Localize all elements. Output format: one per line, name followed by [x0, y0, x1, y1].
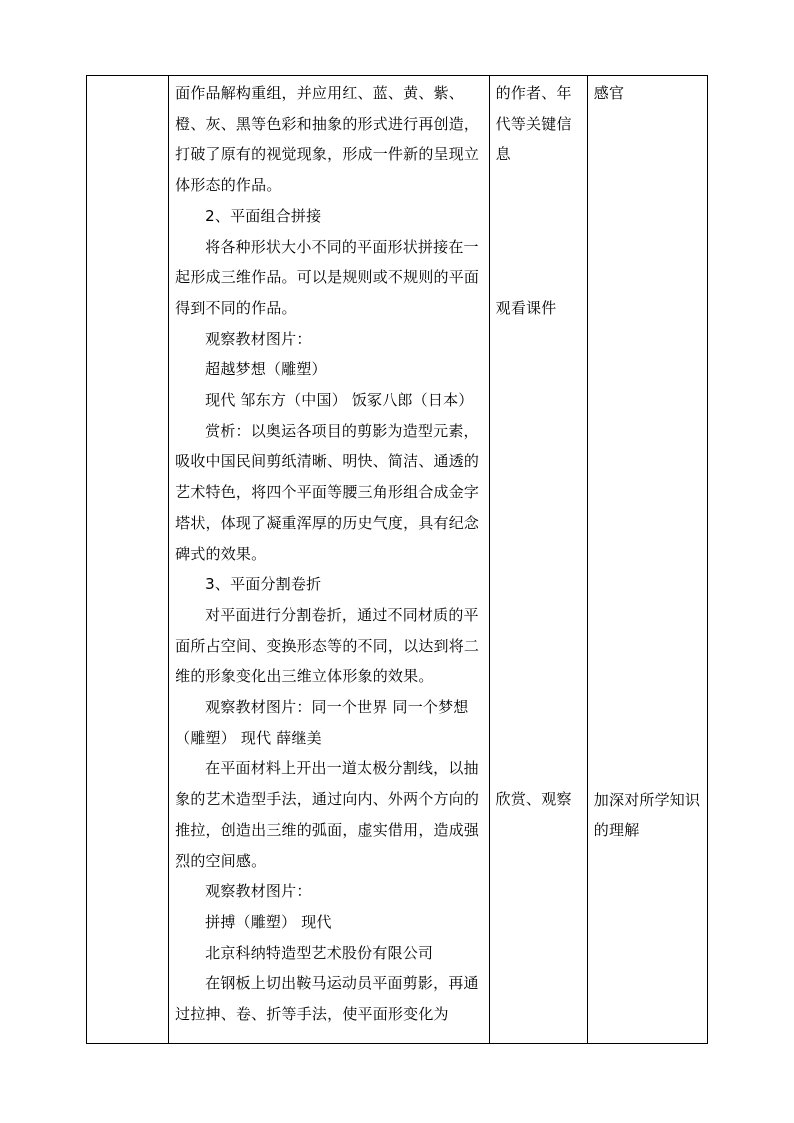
- design-intent-text: 感官: [593, 84, 625, 102]
- student-activity-cell: [489, 76, 587, 1044]
- design-intent-cell: [587, 76, 707, 1044]
- content-paragraph: 观察教材图片：: [205, 329, 312, 348]
- content-cell: [169, 76, 490, 1044]
- table-row: [87, 76, 708, 1044]
- student-activity-text: 观看课件: [495, 299, 557, 318]
- student-activity-text: 欣赏、观察: [495, 789, 572, 808]
- section-heading: 3、平面分割卷折: [205, 575, 322, 594]
- content-paragraph: 赏析：以奥运各项目的剪影为造型元素，吸收中国民间剪纸清晰、明快、简洁、通透的艺术特色，将四个平面等腰三角形组合成金字塔状，体现了凝重浑厚的历史气度，具有纪念碑式的效果。: [175, 421, 480, 563]
- content-paragraph: 现代 邹东方（中国） 饭冢八郎（日本）: [205, 391, 474, 410]
- spacer: [496, 324, 582, 784]
- content-paragraph: 观察教材图片：同一个世界 同一个梦想（雕塑） 现代 薛继美: [175, 698, 469, 747]
- content-paragraph: 观察教材图片：: [205, 882, 312, 901]
- content-paragraph: 将各种形状大小不同的平面形状拼接在一起形成三维作品。可以是规则或不规则的平面得到不同的作品。: [175, 237, 480, 317]
- spacer: [594, 109, 702, 785]
- content-paragraph: 对平面进行分割卷折，通过不同材质的平面所占空间、变换形态等的不同，以达到将二维的形象变化出三维立体形象的效果。: [175, 605, 480, 686]
- stage-cell: [87, 76, 169, 1044]
- content-paragraph: 拼搏（雕塑） 现代: [205, 912, 332, 931]
- content-paragraph: 北京科纳特造型艺术股份有限公司: [205, 943, 434, 962]
- content-paragraph: 超越梦想（雕塑）: [205, 360, 327, 379]
- content-paragraph: 在平面材料上开出一道太极分割线，以抽象的艺术造型手法，通过向内、外两个方向的推拉，创造出三维的弧面，虚实借用，造成强烈的空间感。: [175, 759, 480, 870]
- content-paragraph: 在钢板上切出鞍马运动员平面剪影，再通过拉抻、卷、折等手法，使平面形变化为: [175, 974, 479, 1024]
- content-paragraph: 面作品解构重组，并应用红、蓝、黄、紫、橙、灰、黑等色彩和抽象的形式进行再创造，打破了原有的视觉现象，形成一件新的呈现立体形态的作品。: [175, 84, 480, 195]
- section-heading: 2、平面组合拼接: [205, 206, 322, 225]
- lesson-plan-table: [86, 75, 708, 1044]
- student-activity-text: 的作者、年代等关键信息: [495, 84, 572, 164]
- design-intent-text: 加深对所学知识的理解: [593, 790, 701, 840]
- spacer: [496, 170, 582, 293]
